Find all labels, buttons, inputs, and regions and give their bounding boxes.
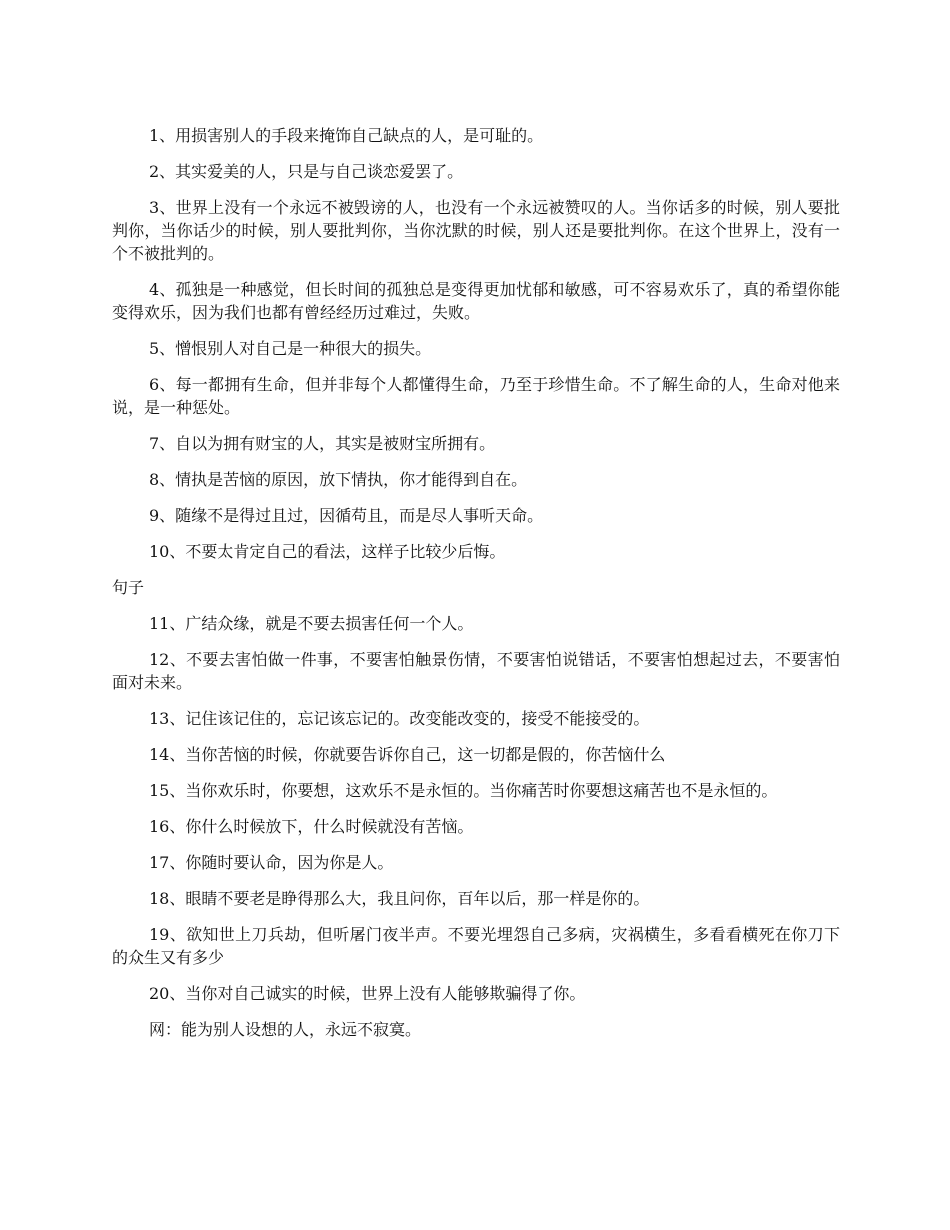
paragraph-3: 3、世界上没有一个永远不被毁谤的人，也没有一个永远被赞叹的人。当你话多的时候，别人要批判你，当你话少的时候，别人要批判你，当你沈默的时候，别人还是要批判你。在这个世界上，没有一个不被批判的。 — [112, 198, 840, 263]
paragraph-14: 14、当你苦恼的时候，你就要告诉你自己，这一切都是假的，你苦恼什么 — [149, 745, 666, 764]
paragraph-18: 18、眼睛不要老是睁得那么大，我且问你，百年以后，那一样是你的。 — [149, 889, 650, 908]
paragraph-19: 19、欲知世上刀兵劫，但听屠门夜半声。不要光埋怨自己多病，灾祸横生，多看看横死在你刀下的众生又有多少 — [112, 925, 840, 967]
paragraph-20: 20、当你对自己诚实的时候，世界上没有人能够欺骗得了你。 — [149, 984, 586, 1003]
paragraph-4: 4、孤独是一种感觉，但长时间的孤独总是变得更加忧郁和敏感，可不容易欢乐了，真的希望你能变得欢乐，因为我们也都有曾经经历过难过，失败。 — [112, 280, 840, 322]
paragraph-12: 12、不要去害怕做一件事，不要害怕触景伤情，不要害怕说错话，不要害怕想起过去，不要害怕面对未来。 — [112, 650, 840, 692]
paragraph-11: 11、广结众缘，就是不要去损害任何一个人。 — [149, 614, 474, 633]
paragraph-17: 17、你随时要认命，因为你是人。 — [149, 853, 394, 872]
document-body — [112, 124, 840, 1054]
paragraph-10: 10、不要太肯定自己的看法，这样子比较少后悔。 — [149, 542, 506, 561]
paragraph-7: 7、自以为拥有财宝的人，其实是被财宝所拥有。 — [149, 434, 496, 453]
paragraph-15: 15、当你欢乐时，你要想，这欢乐不是永恒的。当你痛苦时你要想这痛苦也不是永恒的。 — [149, 781, 778, 800]
paragraph-6: 6、每一都拥有生命，但并非每个人都懂得生命，乃至于珍惜生命。不了解生命的人，生命对他来说，是一种惩处。 — [112, 375, 840, 417]
paragraph-9: 9、随缘不是得过且过，因循苟且，而是尽人事听天命。 — [149, 506, 544, 525]
paragraph-8: 8、情执是苦恼的原因，放下情执，你才能得到自在。 — [149, 470, 528, 489]
paragraph-1: 1、用损害别人的手段来掩饰自己缺点的人，是可耻的。 — [149, 126, 544, 145]
paragraph-closing: 网：能为别人设想的人，永远不寂寞。 — [149, 1020, 422, 1039]
paragraph-5: 5、憎恨别人对自己是一种很大的损失。 — [149, 339, 432, 358]
paragraph-2: 2、其实爱美的人，只是与自己谈恋爱罢了。 — [149, 162, 464, 181]
paragraph-13: 13、记住该记住的，忘记该忘记的。改变能改变的，接受不能接受的。 — [149, 709, 650, 728]
section-label: 句子 — [112, 578, 145, 597]
paragraph-16: 16、你什么时候放下，什么时候就没有苦恼。 — [149, 817, 474, 836]
